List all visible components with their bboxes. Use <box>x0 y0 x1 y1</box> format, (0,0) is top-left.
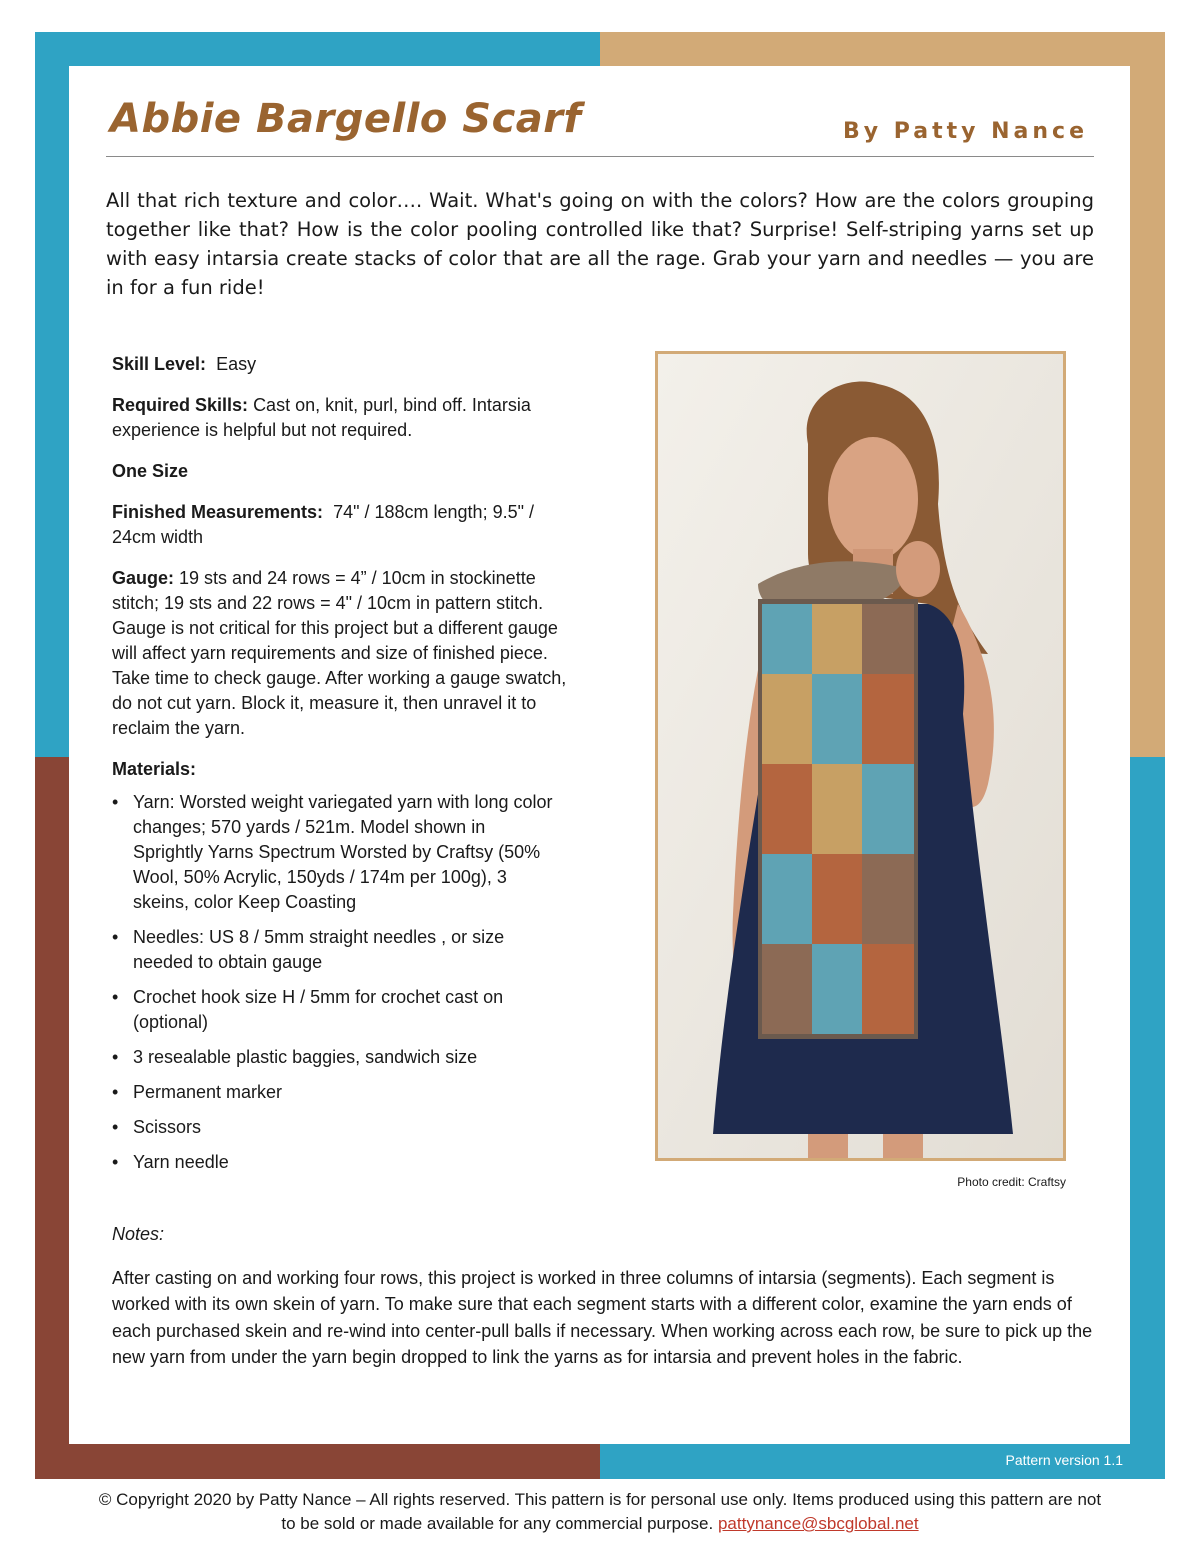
title-divider <box>106 156 1094 157</box>
pattern-specs <box>112 352 572 1185</box>
required-skills <box>112 393 572 443</box>
copyright-line-2 <box>0 1512 1200 1536</box>
materials-label: Materials: <box>112 759 197 779</box>
pattern-version: Pattern version 1.1 <box>1005 1452 1123 1468</box>
skill-level <box>112 352 572 377</box>
finished-measurements-value: 74" / 188cm length; 9.5" / 24cm width <box>112 502 534 547</box>
skill-level-label: Skill Level: <box>112 354 207 374</box>
list-item: • Yarn needle <box>112 1150 558 1175</box>
gauge-label: Gauge: <box>112 568 175 588</box>
gauge <box>112 566 572 741</box>
model-photo <box>655 351 1066 1161</box>
copyright-line-2-text: to be sold or made available for any commercial purpose. <box>281 1514 714 1533</box>
intro-paragraph: All that rich texture and color…. Wait. What's going on with the colors? How are the colors grouping together like that? How is the color pooling controlled like that? Surprise! Self-striping yarns set up with easy intarsia create stacks of color that are all the rage. Grab your yarn and needles — you are in for a fun ride! <box>106 189 1094 299</box>
list-item: • Crochet hook size H / 5mm for crochet cast on (optional) <box>112 985 558 1035</box>
size-label: One Size <box>112 461 189 481</box>
finished-measurements <box>112 500 572 550</box>
list-item: • 3 resealable plastic baggies, sandwich size <box>112 1045 558 1070</box>
materials-list <box>112 790 572 1175</box>
model-photo-illustration <box>658 354 1063 1158</box>
list-item: • Scissors <box>112 1115 558 1140</box>
list-item: • Needles: US 8 / 5mm straight needles , or size needed to obtain gauge <box>112 925 558 975</box>
page-title: Abbie Bargello Scarf <box>110 96 582 142</box>
gauge-value: 19 sts and 24 rows = 4” / 10cm in stockinette stitch; 19 sts and 22 rows = 4" / 10cm in pattern stitch. Gauge is not critical for this project but a different gauge will affect yarn requirements and size of finished piece. Take time to check gauge. After working a gauge swatch, do not cut yarn. Block it, measure it, then unravel it to reclaim the yarn. <box>112 568 567 738</box>
copyright-footer <box>0 1488 1200 1536</box>
notes-heading: Notes: <box>112 1224 165 1244</box>
list-item: • Yarn: Worsted weight variegated yarn with long color changes; 570 yards / 521m. Model shown in Sprightly Yarns Spectrum Worsted by Craftsy (50% Wool, 50% Acrylic, 150yds / 174m per 100g), 3 skeins, color Keep Coasting <box>112 790 558 915</box>
required-skills-value: Cast on, knit, purl, bind off. Intarsia experience is helpful but not required. <box>112 395 531 440</box>
notes-paragraph: After casting on and working four rows, this project is worked in three columns of intarsia (segments). Each segment is worked with its own skein of yarn. To make sure that each segment starts with a different color, examine the yarn ends of each purchased skein and re-wind into center-pull balls if necessary. When working across each row, be sure to pick up the new yarn from under the yarn begin dropped to link the yarns as for intarsia and prevent holes in the fabric. <box>112 1268 1093 1367</box>
author-byline: By Patty Nance <box>842 119 1088 144</box>
materials-heading <box>112 757 572 782</box>
size <box>112 459 572 484</box>
photo-credit: Photo credit: Craftsy <box>957 1175 1066 1189</box>
skill-level-value: Easy <box>216 354 257 374</box>
required-skills-label: Required Skills: <box>112 395 249 415</box>
finished-measurements-label: Finished Measurements: <box>112 502 324 522</box>
list-item: • Permanent marker <box>112 1080 558 1105</box>
author-email-link[interactable]: pattynance@sbcglobal.net <box>717 1514 919 1533</box>
copyright-line-1: © Copyright 2020 by Patty Nance – All rights reserved. This pattern is for personal use only. Items produced using this pattern are not <box>98 1490 1102 1509</box>
